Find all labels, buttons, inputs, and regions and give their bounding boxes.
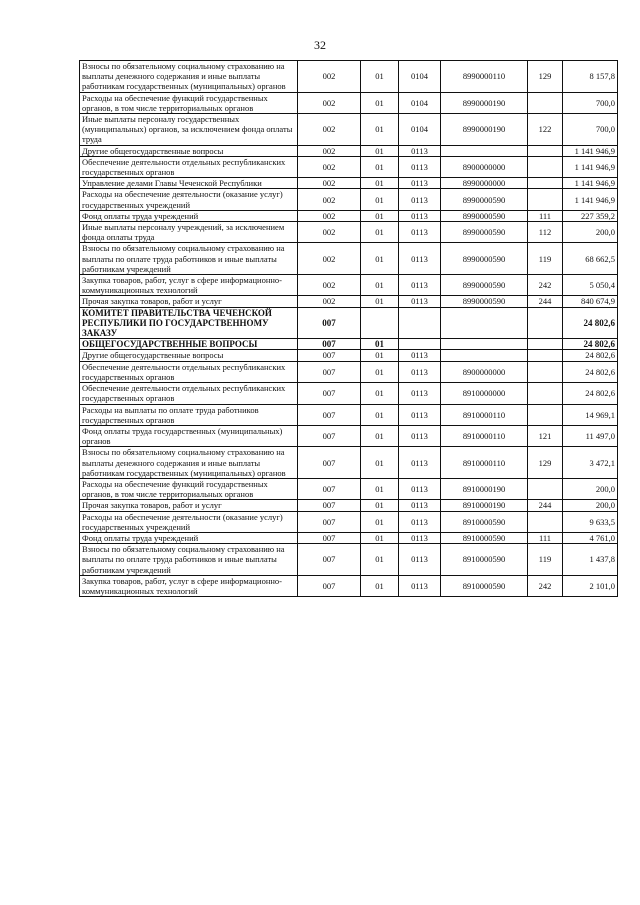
- cell-prz: 0104: [399, 92, 441, 113]
- cell-ved: 007: [298, 500, 361, 511]
- cell-vr: 111: [528, 532, 563, 543]
- cell-name: Закупка товаров, работ, услуг в сфере информационно-коммуникационных технологий: [80, 575, 298, 596]
- cell-prz: 0113: [399, 575, 441, 596]
- cell-prz: 0113: [399, 544, 441, 576]
- cell-ved: 007: [298, 447, 361, 479]
- cell-prz: 0113: [399, 478, 441, 499]
- cell-prz: 0113: [399, 425, 441, 446]
- cell-csr: 8910000110: [441, 425, 528, 446]
- cell-rz: 01: [361, 114, 399, 146]
- cell-prz: 0104: [399, 61, 441, 93]
- cell-rz: 01: [361, 404, 399, 425]
- cell-prz: 0113: [399, 178, 441, 189]
- cell-vr: 111: [528, 210, 563, 221]
- cell-rz: 01: [361, 339, 399, 350]
- cell-name: Расходы на обеспечение функций государственных органов, в том числе территориальных органов: [80, 478, 298, 499]
- cell-rz: 01: [361, 189, 399, 210]
- cell-rz: 01: [361, 575, 399, 596]
- cell-rz: 01: [361, 532, 399, 543]
- cell-name: Расходы на обеспечение деятельности (оказание услуг) государственных учреждений: [80, 511, 298, 532]
- cell-prz: 0113: [399, 511, 441, 532]
- cell-rz: [361, 307, 399, 339]
- table-row: [80, 500, 618, 511]
- cell-rz: 01: [361, 478, 399, 499]
- cell-csr: [441, 307, 528, 339]
- cell-vr: [528, 145, 563, 156]
- cell-ved: 002: [298, 222, 361, 243]
- cell-sum: 4 761,0: [563, 532, 618, 543]
- cell-prz: 0113: [399, 404, 441, 425]
- cell-name: Иные выплаты персоналу государственных (муниципальных) органов, за исключением фонда оплаты труда: [80, 114, 298, 146]
- cell-csr: 8900000000: [441, 361, 528, 382]
- cell-vr: 129: [528, 61, 563, 93]
- cell-ved: 007: [298, 404, 361, 425]
- table-row: [80, 361, 618, 382]
- table-row: [80, 350, 618, 361]
- budget-table: [79, 60, 618, 597]
- cell-ved: 002: [298, 243, 361, 275]
- table-row: [80, 275, 618, 296]
- cell-ved: 007: [298, 361, 361, 382]
- cell-prz: 0113: [399, 500, 441, 511]
- cell-csr: [441, 339, 528, 350]
- table-row: [80, 575, 618, 596]
- cell-rz: 01: [361, 145, 399, 156]
- table-row: [80, 61, 618, 93]
- cell-prz: 0113: [399, 145, 441, 156]
- table-row: [80, 156, 618, 177]
- table-row: [80, 511, 618, 532]
- cell-vr: [528, 404, 563, 425]
- cell-ved: 007: [298, 350, 361, 361]
- cell-sum: 227 359,2: [563, 210, 618, 221]
- cell-ved: 007: [298, 532, 361, 543]
- cell-rz: 01: [361, 511, 399, 532]
- cell-ved: 002: [298, 275, 361, 296]
- cell-csr: 8990000000: [441, 178, 528, 189]
- table-row: [80, 296, 618, 307]
- table-row: [80, 92, 618, 113]
- cell-prz: 0113: [399, 532, 441, 543]
- cell-prz: 0113: [399, 383, 441, 404]
- cell-name: Прочая закупка товаров, работ и услуг: [80, 296, 298, 307]
- cell-sum: 200,0: [563, 222, 618, 243]
- cell-name: Фонд оплаты труда государственных (муниципальных) органов: [80, 425, 298, 446]
- cell-vr: 122: [528, 114, 563, 146]
- cell-prz: 0113: [399, 350, 441, 361]
- cell-rz: 01: [361, 361, 399, 382]
- cell-sum: 700,0: [563, 114, 618, 146]
- cell-sum: 1 141 946,9: [563, 189, 618, 210]
- cell-rz: 01: [361, 222, 399, 243]
- cell-ved: 002: [298, 61, 361, 93]
- cell-sum: 5 050,4: [563, 275, 618, 296]
- cell-ved: 007: [298, 339, 361, 350]
- cell-name: Другие общегосударственные вопросы: [80, 350, 298, 361]
- cell-rz: 01: [361, 296, 399, 307]
- cell-ved: 007: [298, 383, 361, 404]
- cell-vr: 244: [528, 296, 563, 307]
- cell-csr: 8990000110: [441, 61, 528, 93]
- cell-sum: 700,0: [563, 92, 618, 113]
- table-row: [80, 383, 618, 404]
- cell-ved: 002: [298, 114, 361, 146]
- table-row: [80, 178, 618, 189]
- cell-csr: 8990000590: [441, 222, 528, 243]
- cell-prz: 0113: [399, 156, 441, 177]
- cell-vr: 242: [528, 275, 563, 296]
- cell-sum: 24 802,6: [563, 361, 618, 382]
- cell-csr: 8990000590: [441, 210, 528, 221]
- cell-name: Взносы по обязательному социальному страхованию на выплаты денежного содержания и иные выплаты работникам государственных (муниципальных) органов: [80, 447, 298, 479]
- cell-name: Обеспечение деятельности отдельных республиканских государственных органов: [80, 156, 298, 177]
- cell-ved: 007: [298, 478, 361, 499]
- cell-rz: 01: [361, 500, 399, 511]
- cell-sum: 1 437,8: [563, 544, 618, 576]
- cell-name: Обеспечение деятельности отдельных республиканских государственных органов: [80, 383, 298, 404]
- cell-csr: 8910000590: [441, 532, 528, 543]
- cell-csr: 8990000590: [441, 275, 528, 296]
- table-row: [80, 189, 618, 210]
- table-row: [80, 544, 618, 576]
- cell-name: Взносы по обязательному социальному страхованию на выплаты по оплате труда работников и иные выплаты работникам учреждений: [80, 243, 298, 275]
- cell-prz: 0113: [399, 275, 441, 296]
- table-row: [80, 478, 618, 499]
- cell-vr: 121: [528, 425, 563, 446]
- cell-sum: 1 141 946,9: [563, 145, 618, 156]
- cell-rz: 01: [361, 243, 399, 275]
- cell-name: Фонд оплаты труда учреждений: [80, 210, 298, 221]
- cell-ved: 007: [298, 575, 361, 596]
- cell-rz: 01: [361, 447, 399, 479]
- cell-csr: 8990000190: [441, 114, 528, 146]
- cell-csr: 8990000190: [441, 92, 528, 113]
- cell-prz: 0104: [399, 114, 441, 146]
- cell-csr: 8910000190: [441, 500, 528, 511]
- table-row: [80, 114, 618, 146]
- cell-ved: 002: [298, 296, 361, 307]
- cell-sum: 9 633,5: [563, 511, 618, 532]
- cell-sum: 24 802,6: [563, 350, 618, 361]
- cell-ved: 007: [298, 307, 361, 339]
- table-row: [80, 404, 618, 425]
- cell-ved: 007: [298, 511, 361, 532]
- cell-vr: [528, 478, 563, 499]
- cell-rz: 01: [361, 178, 399, 189]
- cell-sum: 14 969,1: [563, 404, 618, 425]
- cell-sum: 1 141 946,9: [563, 178, 618, 189]
- cell-sum: 840 674,9: [563, 296, 618, 307]
- cell-vr: [528, 383, 563, 404]
- cell-rz: 01: [361, 210, 399, 221]
- cell-vr: [528, 339, 563, 350]
- table-row: [80, 307, 618, 339]
- cell-vr: 119: [528, 544, 563, 576]
- cell-prz: 0113: [399, 361, 441, 382]
- cell-csr: 8990000590: [441, 189, 528, 210]
- cell-prz: 0113: [399, 447, 441, 479]
- cell-sum: 3 472,1: [563, 447, 618, 479]
- cell-rz: 01: [361, 383, 399, 404]
- cell-name: Закупка товаров, работ, услуг в сфере информационно-коммуникационных технологий: [80, 275, 298, 296]
- cell-ved: 007: [298, 425, 361, 446]
- table-row: [80, 145, 618, 156]
- cell-sum: 24 802,6: [563, 339, 618, 350]
- cell-vr: 112: [528, 222, 563, 243]
- cell-vr: [528, 361, 563, 382]
- cell-vr: [528, 156, 563, 177]
- cell-csr: 8900000000: [441, 156, 528, 177]
- cell-csr: 8910000590: [441, 544, 528, 576]
- cell-rz: 01: [361, 425, 399, 446]
- cell-sum: 8 157,8: [563, 61, 618, 93]
- cell-csr: 8990000590: [441, 243, 528, 275]
- cell-prz: 0113: [399, 189, 441, 210]
- cell-vr: 244: [528, 500, 563, 511]
- cell-csr: 8910000110: [441, 447, 528, 479]
- cell-ved: 002: [298, 210, 361, 221]
- cell-csr: 8910000000: [441, 383, 528, 404]
- cell-vr: 119: [528, 243, 563, 275]
- cell-prz: 0113: [399, 210, 441, 221]
- cell-sum: 68 662,5: [563, 243, 618, 275]
- cell-name: Обеспечение деятельности отдельных республиканских государственных органов: [80, 361, 298, 382]
- cell-name: Расходы на обеспечение деятельности (оказание услуг) государственных учреждений: [80, 189, 298, 210]
- cell-vr: [528, 178, 563, 189]
- cell-name: Прочая закупка товаров, работ и услуг: [80, 500, 298, 511]
- cell-rz: 01: [361, 92, 399, 113]
- cell-name: Расходы на обеспечение функций государственных органов, в том числе территориальных органов: [80, 92, 298, 113]
- cell-csr: 8990000590: [441, 296, 528, 307]
- cell-prz: [399, 339, 441, 350]
- cell-vr: [528, 307, 563, 339]
- cell-name: Управление делами Главы Чеченской Республики: [80, 178, 298, 189]
- cell-ved: 002: [298, 156, 361, 177]
- cell-name: Расходы на выплаты по оплате труда работников государственных органов: [80, 404, 298, 425]
- cell-sum: 24 802,6: [563, 383, 618, 404]
- cell-csr: [441, 350, 528, 361]
- table-row: [80, 243, 618, 275]
- cell-name: ОБЩЕГОСУДАРСТВЕННЫЕ ВОПРОСЫ: [80, 339, 298, 350]
- table-row: [80, 532, 618, 543]
- cell-sum: 200,0: [563, 500, 618, 511]
- cell-name: Взносы по обязательному социальному страхованию на выплаты по оплате труда работников и иные выплаты работникам учреждений: [80, 544, 298, 576]
- cell-vr: [528, 92, 563, 113]
- cell-csr: 8910000190: [441, 478, 528, 499]
- cell-rz: 01: [361, 544, 399, 576]
- cell-rz: 01: [361, 350, 399, 361]
- cell-sum: 200,0: [563, 478, 618, 499]
- cell-vr: 129: [528, 447, 563, 479]
- table-row: [80, 210, 618, 221]
- page-number: 32: [314, 38, 326, 52]
- cell-sum: 24 802,6: [563, 307, 618, 339]
- table-row: [80, 222, 618, 243]
- cell-sum: 2 101,0: [563, 575, 618, 596]
- cell-ved: 002: [298, 189, 361, 210]
- cell-prz: 0113: [399, 243, 441, 275]
- cell-vr: [528, 511, 563, 532]
- cell-prz: 0113: [399, 222, 441, 243]
- cell-csr: 8910000110: [441, 404, 528, 425]
- cell-ved: 002: [298, 178, 361, 189]
- cell-sum: 1 141 946,9: [563, 156, 618, 177]
- table-row: [80, 425, 618, 446]
- cell-csr: 8910000590: [441, 575, 528, 596]
- table-body: [80, 61, 618, 597]
- cell-vr: [528, 350, 563, 361]
- cell-name: Взносы по обязательному социальному страхованию на выплаты денежного содержания и иные выплаты работникам государственных (муниципальных) органов: [80, 61, 298, 93]
- cell-vr: [528, 189, 563, 210]
- cell-ved: 007: [298, 544, 361, 576]
- cell-name: Другие общегосударственные вопросы: [80, 145, 298, 156]
- cell-csr: 8910000590: [441, 511, 528, 532]
- cell-prz: [399, 307, 441, 339]
- cell-name: КОМИТЕТ ПРАВИТЕЛЬСТВА ЧЕЧЕНСКОЙ РЕСПУБЛИКИ ПО ГОСУДАРСТВЕННОМУ ЗАКАЗУ: [80, 307, 298, 339]
- cell-csr: [441, 145, 528, 156]
- cell-ved: 002: [298, 92, 361, 113]
- table-row: [80, 339, 618, 350]
- cell-sum: 11 497,0: [563, 425, 618, 446]
- cell-prz: 0113: [399, 296, 441, 307]
- table-row: [80, 447, 618, 479]
- cell-vr: 242: [528, 575, 563, 596]
- cell-rz: 01: [361, 275, 399, 296]
- cell-name: Иные выплаты персоналу учреждений, за исключением фонда оплаты труда: [80, 222, 298, 243]
- cell-rz: 01: [361, 156, 399, 177]
- cell-name: Фонд оплаты труда учреждений: [80, 532, 298, 543]
- cell-ved: 002: [298, 145, 361, 156]
- cell-rz: 01: [361, 61, 399, 93]
